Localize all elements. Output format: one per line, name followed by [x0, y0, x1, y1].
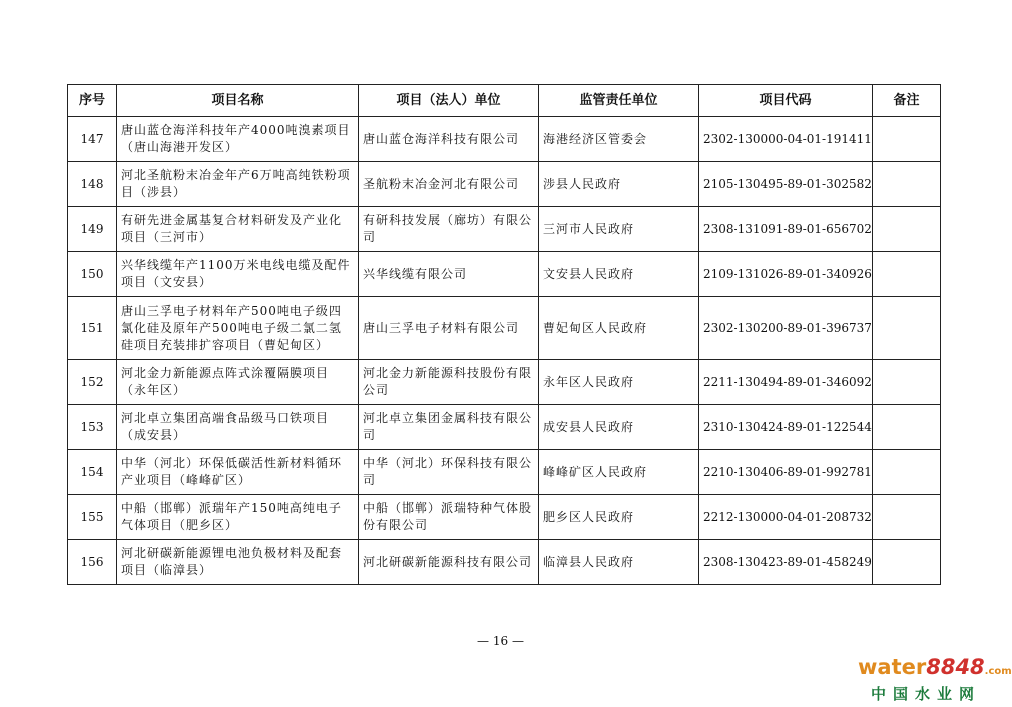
row-legal-unit: 圣航粉末冶金河北有限公司 [359, 162, 539, 207]
row-project-code: 2310-130424-89-01-122544 [699, 405, 873, 450]
row-legal-unit: 中船（邯郸）派瑞特种气体股份有限公司 [359, 495, 539, 540]
row-legal-unit: 有研科技发展（廊坊）有限公司 [359, 207, 539, 252]
row-legal-unit: 河北研碳新能源科技有限公司 [359, 540, 539, 585]
row-project-code: 2302-130000-04-01-191411 [699, 117, 873, 162]
row-project-name: 唐山蓝仓海洋科技年产4000吨溴素项目（唐山海港开发区） [117, 117, 359, 162]
row-serial: 151 [68, 297, 117, 360]
row-project-code: 2308-131091-89-01-656702 [699, 207, 873, 252]
row-serial: 155 [68, 495, 117, 540]
row-project-name: 河北圣航粉末冶金年产6万吨高纯铁粉项目（涉县） [117, 162, 359, 207]
watermark-logo-text [858, 655, 1012, 684]
row-serial: 149 [68, 207, 117, 252]
row-legal-unit: 唐山三孚电子材料有限公司 [359, 297, 539, 360]
row-legal-unit: 唐山蓝仓海洋科技有限公司 [359, 117, 539, 162]
row-serial: 154 [68, 450, 117, 495]
row-serial: 156 [68, 540, 117, 585]
row-remarks [873, 297, 941, 360]
row-supervising-unit: 文安县人民政府 [539, 252, 699, 297]
row-remarks [873, 360, 941, 405]
watermark-logo-main: water [858, 655, 927, 679]
row-supervising-unit: 临漳县人民政府 [539, 540, 699, 585]
row-remarks [873, 252, 941, 297]
row-serial: 150 [68, 252, 117, 297]
project-table [67, 84, 941, 585]
table-header-row [68, 85, 941, 117]
row-supervising-unit: 成安县人民政府 [539, 405, 699, 450]
row-remarks [873, 540, 941, 585]
row-remarks [873, 495, 941, 540]
header-supervising-unit: 监管责任单位 [539, 85, 699, 117]
row-project-name: 有研先进金属基复合材料研发及产业化项目（三河市） [117, 207, 359, 252]
row-project-name: 中船（邯郸）派瑞年产150吨高纯电子气体项目（肥乡区） [117, 495, 359, 540]
table-row [68, 405, 941, 450]
watermark-logo-tld: .com [984, 666, 1012, 677]
page-number: — 16 — [477, 634, 524, 648]
row-project-name: 河北研碳新能源锂电池负极材料及配套项目（临漳县） [117, 540, 359, 585]
watermark-logo-number: 8848 [926, 655, 985, 679]
watermark-logo [858, 655, 1012, 704]
row-serial: 148 [68, 162, 117, 207]
row-project-code: 2302-130200-89-01-396737 [699, 297, 873, 360]
row-legal-unit: 河北金力新能源科技股份有限公司 [359, 360, 539, 405]
row-serial: 147 [68, 117, 117, 162]
row-project-code: 2308-130423-89-01-458249 [699, 540, 873, 585]
row-project-code: 2212-130000-04-01-208732 [699, 495, 873, 540]
table-row [68, 450, 941, 495]
row-supervising-unit: 涉县人民政府 [539, 162, 699, 207]
row-remarks [873, 405, 941, 450]
header-remarks: 备注 [873, 85, 941, 117]
row-serial: 152 [68, 360, 117, 405]
row-supervising-unit: 海港经济区管委会 [539, 117, 699, 162]
row-supervising-unit: 肥乡区人民政府 [539, 495, 699, 540]
table-row [68, 297, 941, 360]
header-legal-unit: 项目（法人）单位 [359, 85, 539, 117]
row-remarks [873, 162, 941, 207]
row-project-code: 2109-131026-89-01-340926 [699, 252, 873, 297]
row-project-name: 唐山三孚电子材料年产500吨电子级四氯化硅及原年产500吨电子级二氯二氢硅项目充装排扩容项目（曹妃甸区） [117, 297, 359, 360]
row-remarks [873, 450, 941, 495]
table-row [68, 117, 941, 162]
row-supervising-unit: 曹妃甸区人民政府 [539, 297, 699, 360]
row-project-code: 2105-130495-89-01-302582 [699, 162, 873, 207]
row-project-code: 2210-130406-89-01-992781 [699, 450, 873, 495]
row-legal-unit: 中华（河北）环保科技有限公司 [359, 450, 539, 495]
table-row [68, 162, 941, 207]
table-row [68, 207, 941, 252]
header-project-code: 项目代码 [699, 85, 873, 117]
row-project-code: 2211-130494-89-01-346092 [699, 360, 873, 405]
header-project-name: 项目名称 [117, 85, 359, 117]
row-project-name: 河北金力新能源点阵式涂覆隔膜项目（永年区） [117, 360, 359, 405]
row-supervising-unit: 三河市人民政府 [539, 207, 699, 252]
row-supervising-unit: 永年区人民政府 [539, 360, 699, 405]
table-row [68, 360, 941, 405]
row-legal-unit: 兴华线缆有限公司 [359, 252, 539, 297]
row-project-name: 河北卓立集团高端食品级马口铁项目（成安县） [117, 405, 359, 450]
table-row [68, 252, 941, 297]
row-project-name: 兴华线缆年产1100万米电线电缆及配件项目（文安县） [117, 252, 359, 297]
row-legal-unit: 河北卓立集团金属科技有限公司 [359, 405, 539, 450]
table-row [68, 540, 941, 585]
row-serial: 153 [68, 405, 117, 450]
table-row [68, 495, 941, 540]
watermark-subtitle: 中国水业网 [870, 685, 981, 703]
row-remarks [873, 117, 941, 162]
row-project-name: 中华（河北）环保低碳活性新材料循环产业项目（峰峰矿区） [117, 450, 359, 495]
header-serial: 序号 [68, 85, 117, 117]
row-supervising-unit: 峰峰矿区人民政府 [539, 450, 699, 495]
row-remarks [873, 207, 941, 252]
